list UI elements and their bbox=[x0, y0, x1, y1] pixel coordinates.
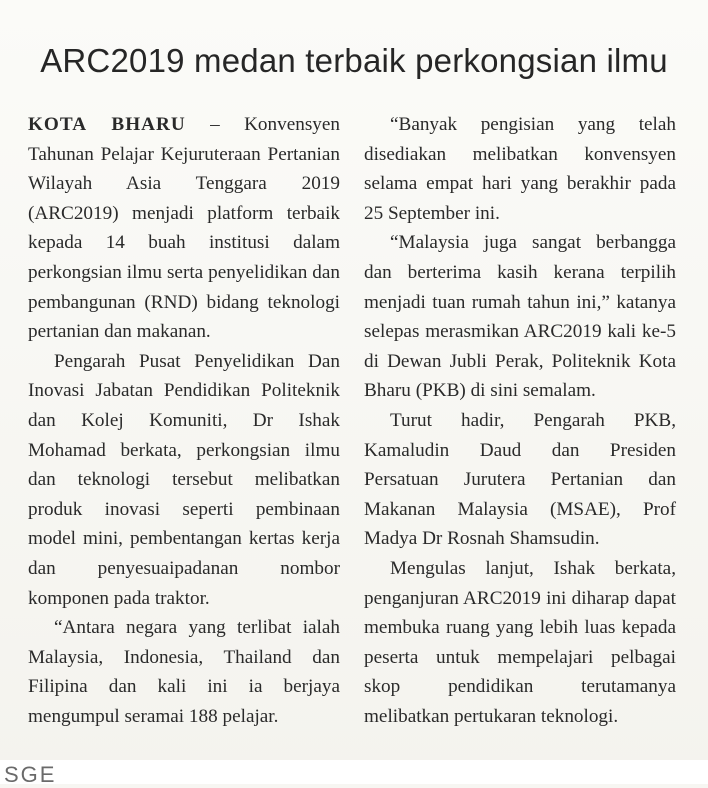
dateline: KOTA BHARU bbox=[28, 114, 186, 135]
cropped-text-fragment: SGE bbox=[4, 762, 57, 787]
article-column-left bbox=[28, 110, 340, 731]
article-paragraph: “Banyak pengisian yang telah disediakan melibatkan konvensyen selama empat hari yang berakhir pada 25 September ini. bbox=[364, 114, 676, 224]
article-paragraph: “Antara negara yang terlibat ialah Malaysia, Indonesia, Thailand dan Filipina dan kali ini ia berjaya mengumpul seramai 188 pelajar. bbox=[28, 617, 340, 727]
article-paragraph: Turut hadir, Pengarah PKB, Kamaludin Daud dan Presiden Persatuan Jurutera Pertanian dan Makanan Malaysia (MSAE), Prof Madya Dr Rosnah Shamsudin. bbox=[364, 409, 676, 550]
page-edge bbox=[0, 760, 708, 784]
paragraph-text: – Konvensyen Tahunan Pelajar Kejuruteraan Pertanian Wilayah Asia Tenggara 2019 (ARC2019) menjadi platform terbaik kepada 14 buah institusi dalam perkongsian ilmu serta penyelidikan dan pembangunan (RND) bidang teknologi pertanian dan makanan. bbox=[28, 114, 340, 343]
article-column-right bbox=[364, 110, 676, 731]
headline: ARC2019 medan terbaik perkongsian ilmu bbox=[40, 42, 668, 79]
article-paragraph bbox=[28, 110, 340, 347]
article-paragraph: Pengarah Pusat Penyelidikan Dan Inovasi Jabatan Pendidikan Politeknik dan Kolej Komuniti, Dr Ishak Mohamad berkata, perkongsian ilmu dan teknologi tersebut melibatkan produk inovasi seperti pembinaan model mini, pembentangan kertas kerja dan penyesuaipadanan nombor komponen pada traktor. bbox=[28, 350, 340, 609]
article-paragraph: “Malaysia juga sangat berbangga dan berterima kasih kerana terpilih menjadi tuan rumah tahun ini,” katanya selepas merasmikan ARC2019 kali ke-5 di Dewan Jubli Perak, Politeknik Kota Bharu (PKB) di sini semalam. bbox=[364, 232, 676, 402]
article-paragraph: Mengulas lanjut, Ishak berkata, penganjuran ARC2019 ini diharap dapat membuka ruang yang lebih luas kepada peserta untuk mempelajari pelbagai skop pendidikan terutamanya melibatkan pertukaran teknologi. bbox=[364, 557, 676, 727]
